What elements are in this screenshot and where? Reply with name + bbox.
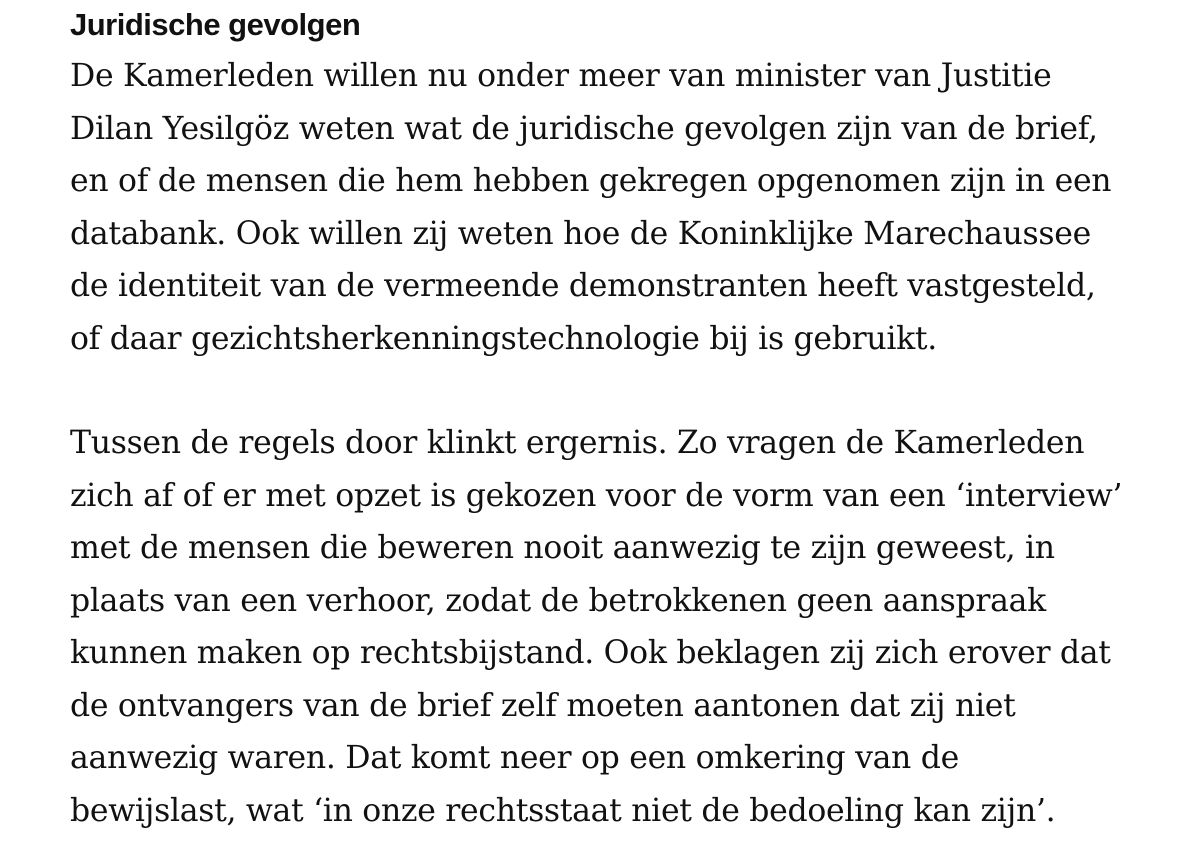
- paragraph-line: de identiteit van de vermeende demonstranten heeft vastgesteld,: [70, 268, 1096, 304]
- paragraph-line: kunnen maken op rechtsbijstand. Ook beklagen zij zich erover dat: [70, 635, 1111, 671]
- paragraph-line: Tussen de regels door klinkt ergernis. Zo vragen de Kamerleden: [70, 425, 1085, 461]
- paragraph-line: met de mensen die beweren nooit aanwezig te zijn geweest, in: [70, 530, 1055, 566]
- paragraph-line: De Kamerleden willen nu onder meer van minister van Justitie: [70, 58, 1052, 94]
- paragraph-line: databank. Ook willen zij weten hoe de Koninklijke Marechaussee: [70, 215, 1091, 252]
- paragraph-1: [70, 50, 1180, 365]
- paragraph-line: plaats van een verhoor, zodat de betrokkenen geen aanspraak: [70, 582, 1046, 619]
- paragraph-line: zich af of er met opzet is gekozen voor de vorm van een ‘interview’: [70, 477, 1123, 514]
- paragraph-line: bewijslast, wat ‘in onze rechtsstaat niet de bedoeling kan zijn’.: [70, 792, 1056, 829]
- paragraph-line: en of de mensen die hem hebben gekregen opgenomen zijn in een: [70, 163, 1112, 199]
- article-body: [70, 0, 1180, 837]
- paragraph-line: Dilan Yesilgöz weten wat de juridische gevolgen zijn van de brief,: [70, 110, 1098, 147]
- section-heading: Juridische gevolgen: [70, 7, 361, 42]
- paragraph-spacer: [70, 365, 1180, 417]
- paragraph-line: de ontvangers van de brief zelf moeten aantonen dat zij niet: [70, 687, 1016, 724]
- paragraph-line: aanwezig waren. Dat komt neer op een omkering van de: [70, 740, 959, 776]
- paragraph-2: [70, 417, 1180, 837]
- paragraph-line: of daar gezichtsherkenningstechnologie bij is gebruikt.: [70, 320, 937, 357]
